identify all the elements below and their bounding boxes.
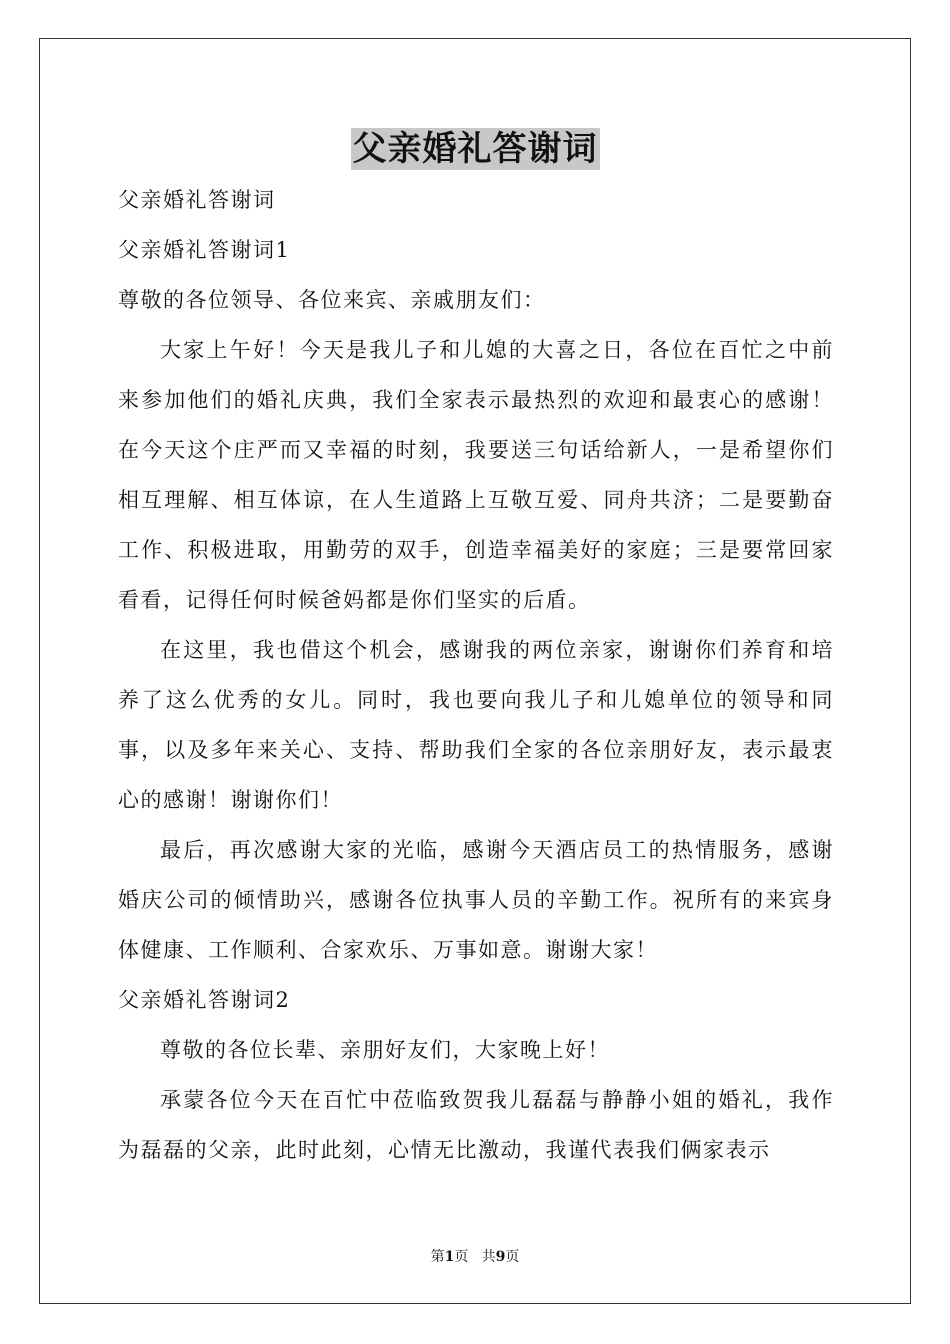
paragraph-3: 最后，再次感谢大家的光临，感谢今天酒店员工的热情服务，感谢婚庆公司的倾情助兴，感谢各位执事人员的辛勤工作。祝所有的来宾身体健康、工作顺利、合家欢乐、万事如意。谢谢大家！ — [118, 838, 834, 962]
document-body — [118, 175, 834, 1175]
title-block — [0, 128, 950, 170]
salutation-2: 尊敬的各位长辈、亲朋好友们，大家晚上好！ — [160, 1038, 610, 1062]
paragraph-4: 承蒙各位今天在百忙中莅临致贺我儿磊磊与静静小姐的婚礼，我作为磊磊的父亲，此时此刻，心情无比激动，我谨代表我们俩家表示 — [118, 1088, 834, 1162]
total-prefix: 共 — [481, 1249, 496, 1265]
section-heading-1: 父亲婚礼答谢词1 — [118, 238, 291, 262]
section-heading-2: 父亲婚礼答谢词2 — [118, 988, 291, 1012]
page-mid: 页 — [454, 1249, 469, 1265]
page-prefix: 第 — [430, 1249, 445, 1265]
total-suffix: 页 — [505, 1249, 520, 1265]
page-current: 1 — [444, 1249, 455, 1265]
paragraph-1: 大家上午好！今天是我儿子和儿媳的大喜之日，各位在百忙之中前来参加他们的婚礼庆典，我们全家表示最热烈的欢迎和最衷心的感谢！在今天这个庄严而又幸福的时刻，我要送三句话给新人，一是希望你们相互理解、相互体谅，在人生道路上互敬互爱、同舟共济；二是要勤奋工作、积极进取，用勤劳的双手，创造幸福美好的家庭；三是要常回家看看，记得任何时候爸妈都是你们坚实的后盾。 — [118, 338, 834, 612]
document-title: 父亲婚礼答谢词 — [352, 129, 598, 169]
salutation-1: 尊敬的各位领导、各位来宾、亲戚朋友们： — [118, 288, 546, 312]
subtitle: 父亲婚礼答谢词 — [118, 188, 276, 212]
page-footer — [0, 1248, 950, 1266]
paragraph-2: 在这里，我也借这个机会，感谢我的两位亲家，谢谢你们养育和培养了这么优秀的女儿。同时，我也要向我儿子和儿媳单位的领导和同事，以及多年来关心、支持、帮助我们全家的各位亲朋好友，表示最衷心的感谢！谢谢你们！ — [118, 638, 834, 812]
page-total: 9 — [495, 1249, 506, 1265]
